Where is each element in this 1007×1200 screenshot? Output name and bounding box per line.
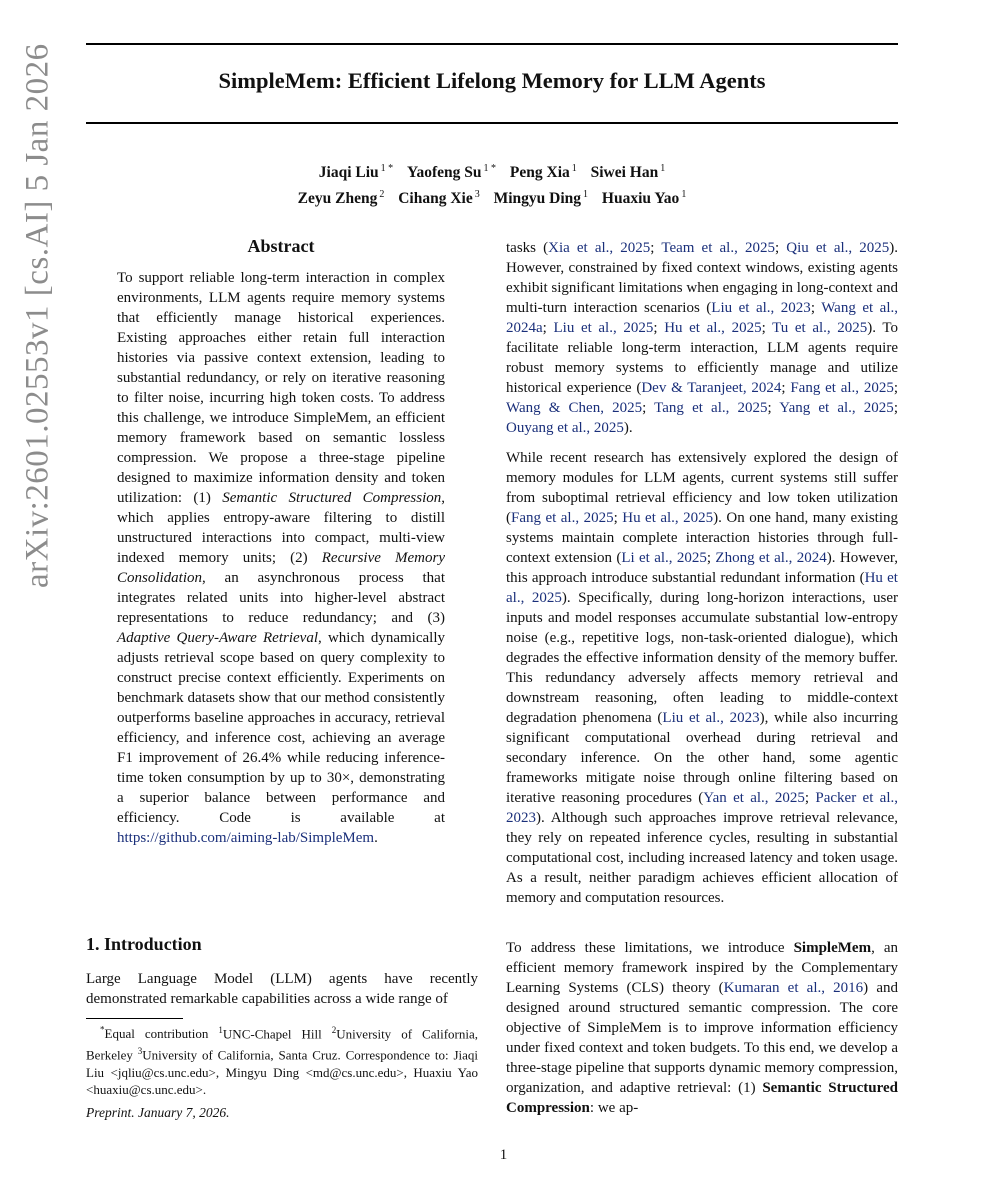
citation-link[interactable]: Yang et al., 2025 <box>779 400 894 416</box>
abstract-body: To support reliable long-term interaction in complex environments, LLM agents require memory systems that efficiently manage historical experiences. Existing approaches either retain full interaction histories via passive context extension, leading to substantial redundancy, or rely on iterative reasoning to filter noise, incurring high token costs. To address this challenge, we introduce SimpleMem, an efficient memory framework based on semantic lossless compression. We propose a three-stage pipeline designed to maximize information density and token utilization: (1) Semantic Structured Compression, which applies entropy-aware filtering to distill unstructured interactions into compact, multi-view indexed memory units; (2) Recursive Memory Consolidation, an asynchronous process that integrates related units into higher-level abstract representations to reduce redundancy; and (3) Adaptive Query-Aware Retrieval, which dynamically adjusts retrieval scope based on query complexity to construct precise context efficiently. Experiments on benchmark datasets show that our method consistently outperforms baseline approaches in accuracy, retrieval efficiency, and inference cost, achieving an average F1 improvement of 26.4% while reducing inference-time token consumption by up to 30×, demonstrating a superior balance between performance and efficiency. Code is available at https://github.com/aiming-lab/SimpleMem. <box>117 270 446 846</box>
citation-link[interactable]: Tu et al., 2025 <box>772 320 868 336</box>
author: Yaofeng Su $^{1 *}$ <box>407 163 497 182</box>
citation-link[interactable]: Fang et al., 2025 <box>790 380 894 396</box>
body-paragraph: While recent research has extensively explored the design of memory modules for LLM agents, current systems still suffer from suboptimal retrieval efficiency and low token utilization (Fang et al., 2025; Hu et al., 2025). On one hand, many existing systems maintain complete interaction histories through full-context extension (Li et al., 2025; Zhong et al., 2024). However, this approach introduce substantial redundant information (Hu et al., 2025). Specifically, during long-horizon interactions, user inputs and model responses accumulate substantial low-entropy noise (e.g., repetitive logs, non-task-oriented dialogue), which degrades the effective information density of the memory buffer. This redundancy adversely affects memory retrieval and downstream reasoning, often leading to middle-context degradation phenomena (Liu et al., 2023), while also incurring significant computational overhead during retrieval and secondary inference. On the other hand, some agentic frameworks mitigate noise through online filtering based on iterative reasoning procedures (Yan et al., 2025; Packer et al., 2023). Although such approaches improve retrieval relevance, they rely on repeated inference cycles, resulting in substantial computational cost, including increased latency and token usage. As a result, neither paradigm achieves efficient allocation of memory and computation resources. <box>506 450 899 906</box>
page-number: 1 <box>499 1147 508 1163</box>
section-heading-introduction: 1. Introduction <box>86 934 202 954</box>
citation-link[interactable]: Fang et al., 2025 <box>511 510 614 526</box>
citation-link[interactable]: Hu et al., 2025 <box>622 510 714 526</box>
preprint-note: Preprint. January 7, 2026. <box>86 1105 230 1120</box>
citation-link[interactable]: Liu et al., 2023 <box>711 300 811 316</box>
title-bottom-rule <box>86 122 898 124</box>
citation-link[interactable]: Yan et al., 2025 <box>703 790 805 806</box>
author: Cihang Xie $^3$ <box>398 189 480 208</box>
citation-link[interactable]: Team et al., 2025 <box>661 240 775 256</box>
author: Mingyu Ding $^1$ <box>493 189 589 208</box>
author: Huaxiu Yao $^1$ <box>601 189 687 208</box>
author: Siwei Han $^1$ <box>590 163 666 182</box>
citation-link[interactable]: Li et al., 2025 <box>621 550 707 566</box>
author: Peng Xia $^1$ <box>509 163 577 182</box>
citation-link[interactable]: Dev & Taranjeet, 2024 <box>641 380 782 396</box>
intro-paragraph: Large Language Model (LLM) agents have recently demonstrated remarkable capabilities across a wide range of <box>86 971 478 1007</box>
author: Jiaqi Liu $^{1 *}$ <box>318 163 394 182</box>
author-row <box>86 184 898 210</box>
citation-link[interactable]: Ouyang et al., 2025 <box>506 420 624 436</box>
footnote: *Equal contribution $^1$UNC-Chapel Hill $^2$University of California, Berkeley $^3$University of California, Santa Cruz. Correspondence to: Jiaqi Liu <jqliu@cs.unc.edu>, Mingyu Ding <md@cs.unc.edu>, Huaxiu Yao <huaxiu@cs.unc.edu>. <box>86 1025 479 1098</box>
citation-link[interactable]: Xia et al., 2025 <box>548 240 651 256</box>
citation-link[interactable]: Wang & Chen, 2025 <box>506 400 643 416</box>
author: Zeyu Zheng $^2$ <box>297 189 385 208</box>
citation-link[interactable]: Packer et al., 2023 <box>506 790 899 826</box>
citation-link[interactable]: Liu et al., 2025 <box>553 320 654 336</box>
citation-link[interactable]: Tang et al., 2025 <box>654 400 768 416</box>
citation-link[interactable]: Kumaran et al., 2016 <box>723 980 864 996</box>
body-paragraph: tasks (Xia et al., 2025; Team et al., 2025; Qiu et al., 2025). However, constrained by fixed context windows, existing agents exhibit significant limitations when engaging in long-context and multi-turn interaction scenarios (Liu et al., 2023; Wang et al., 2024a; Liu et al., 2025; Hu et al., 2025; Tu et al., 2025). To facilitate reliable long-term interaction, LLM agents require robust memory systems to efficiently manage and utilize historical experience (Dev & Taranjeet, 2024; Fang et al., 2025; Wang & Chen, 2025; Tang et al., 2025; Yang et al., 2025; Ouyang et al., 2025). <box>506 240 899 436</box>
body-paragraph: To address these limitations, we introduce SimpleMem, an efficient memory framework inspired by the Complementary Learning Systems (CLS) theory (Kumaran et al., 2016) and designed around structured semantic compression. The core objective of SimpleMem is to improve information efficiency under fixed context and token budgets. To this end, we develop a three-stage pipeline that supports dynamic memory compression, organization, and adaptive retrieval: (1) Semantic Structured Compression: we ap- <box>506 940 899 1116</box>
paper-title: SimpleMem: Efficient Lifelong Memory for LLM Agents <box>218 68 766 93</box>
author-row <box>86 158 898 184</box>
top-rule <box>86 43 898 45</box>
footnote-rule <box>86 1018 183 1019</box>
author-list <box>86 158 898 210</box>
citation-link[interactable]: Liu et al., 2023 <box>662 710 760 726</box>
citation-link[interactable]: Zhong et al., 2024 <box>715 550 827 566</box>
citation-link[interactable]: Hu et al., 2025 <box>664 320 762 336</box>
abstract-heading: Abstract <box>247 236 315 256</box>
citation-link[interactable]: Wang et al., 2024a <box>506 300 898 336</box>
citation-link[interactable]: Hu et al., 2025 <box>506 570 898 606</box>
citation-link[interactable]: Qiu et al., 2025 <box>786 240 890 256</box>
code-link[interactable]: https://github.com/aiming-lab/SimpleMem <box>117 830 375 846</box>
